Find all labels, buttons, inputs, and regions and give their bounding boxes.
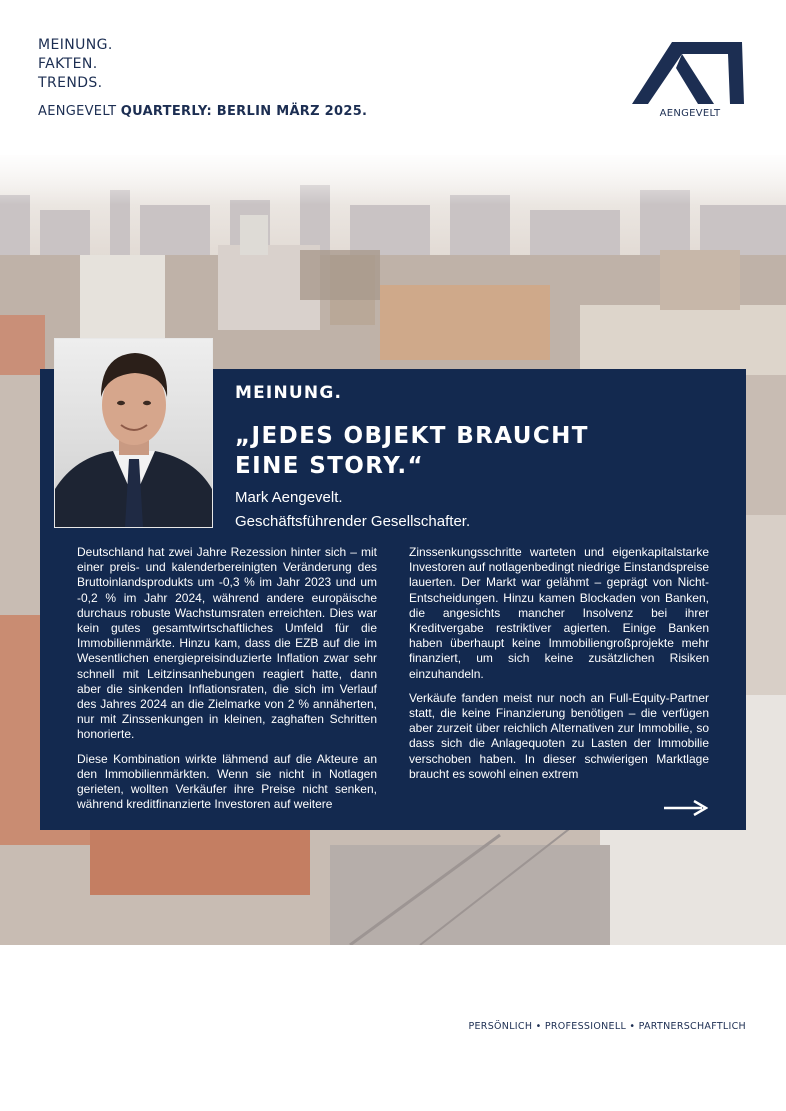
body-paragraph: Deutschland hat zwei Jahre Rezession hinter sich – mit einer preis- und kalenderbereinigten Veränderung des Bruttoinlandsprodukts um -0,3 % im Jahr 2023 und um -0,2 % im Jahr 2024, während andere europäische durchaus robuste Wachstumsraten erreichten. Dies war kein gutes gesamtwirtschaftliches Umfeld für die Immobilienmärkte. Hinzu kam, dass die EZB auf die im Wesentlichen energiepreisinduzierte Inflation zwar sehr schnell mit Leitzinsanhebungen reagiert hatte, dann aber die sinkenden Inflationsraten, die sich im Verlauf des Jahres 2024 an die Zielmarke von 2 % annäherten, nur mit Zinssenkungen in kleinen, zaghaften Schritten honorierte. xyxy=(77,545,377,742)
issue-name: QUARTERLY: BERLIN MÄRZ 2025. xyxy=(120,104,368,119)
headline xyxy=(235,421,589,481)
arrow-right-icon[interactable] xyxy=(664,800,708,821)
issue-prefix: AENGEVELT xyxy=(38,104,121,119)
body-paragraph: Diese Kombination wirkte lähmend auf die Akteure an den Immobilienmärkten. Wenn sie nicht in Notlagen gerieten, wollten Verkäufer ihre Preise nicht senken, während kreditfinanzierte Investoren auf weitere xyxy=(77,751,377,812)
body-column-left xyxy=(77,545,377,821)
aengevelt-logo[interactable] xyxy=(630,38,750,124)
author-portrait xyxy=(54,338,213,528)
tagline-line: TRENDS. xyxy=(38,75,103,91)
footer-slogan: PERSÖNLICH • PROFESSIONELL • PARTNERSCHAFTLICH xyxy=(468,1021,746,1032)
headline-line: „JEDES OBJEKT BRAUCHT xyxy=(235,423,589,449)
author-name: Mark Aengevelt. xyxy=(235,489,343,506)
body-column-right xyxy=(409,545,709,791)
body-paragraph: Verkäufe fanden meist nur noch an Full-Equity-Partner statt, die keine Finanzierung benötigen – die verfügen aber zurzeit über reichlich Alternativen zur Immobilie, so dass sich die Anlagequoten zu Lasten der Immobilie verschoben haben. In dieser schwierigen Marktlage braucht es sowohl einen extrem xyxy=(409,690,709,781)
author-block xyxy=(235,486,470,534)
body-paragraph: Zinssenkungsschritte warteten und eigenkapitalstarke Investoren auf notlagenbedingt niedrige Einstandspreise lauerten. Der Markt war gelähmt – geprägt von Nicht-Entscheidungen. Hinzu kamen Blockaden von Banken, die angesichts mancher Insolvenz bei ihrer Kreditvergabe restriktiver agierten. Einige Banken haben überhaupt keine Immobiliengroßprojekte mehr finanziert, um sich keine zusätzlichen Risiken einzuhandeln. xyxy=(409,545,709,681)
section-kicker: MEINUNG. xyxy=(235,383,343,403)
logo-text: AENGEVELT xyxy=(659,108,721,119)
aengevelt-logo-icon xyxy=(630,38,750,108)
tagline-line: FAKTEN. xyxy=(38,56,98,72)
tagline xyxy=(38,36,113,93)
author-role: Geschäftsführender Gesellschafter. xyxy=(235,513,471,530)
headline-line: EINE STORY.“ xyxy=(235,453,424,479)
tagline-line: MEINUNG. xyxy=(38,37,113,53)
issue-title xyxy=(38,104,367,119)
